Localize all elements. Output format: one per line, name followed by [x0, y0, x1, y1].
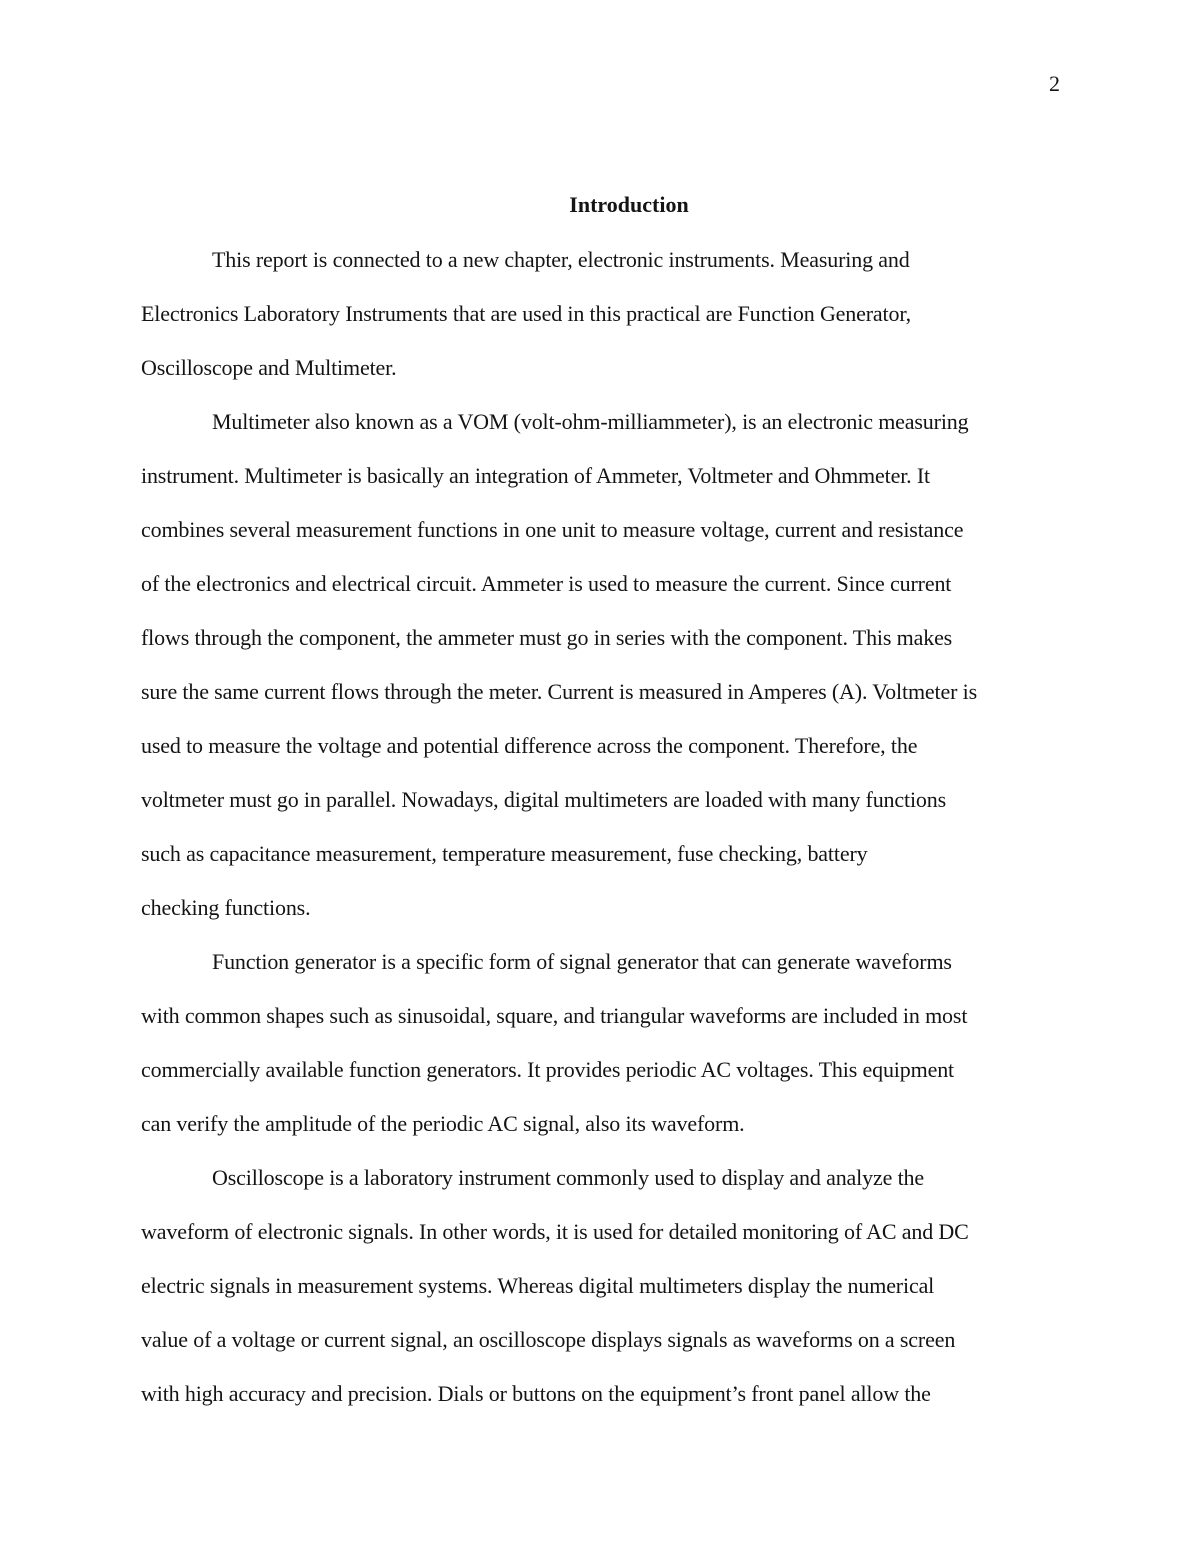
text-line: This report is connected to a new chapter, electronic instruments. Measuring and — [212, 247, 910, 272]
paragraph-4 — [141, 1163, 1061, 1433]
text-line: with common shapes such as sinusoidal, square, and triangular waveforms are included in most — [141, 1003, 968, 1028]
text-line: of the electronics and electrical circuit. Ammeter is used to measure the current. Since current — [141, 571, 952, 596]
text-line: flows through the component, the ammeter must go in series with the component. This makes — [141, 625, 953, 650]
text-line: electric signals in measurement systems. Whereas digital multimeters display the numerical — [141, 1273, 935, 1298]
text-line: combines several measurement functions in one unit to measure voltage, current and resistance — [141, 517, 964, 542]
text-line: such as capacitance measurement, temperature measurement, fuse checking, battery — [141, 841, 868, 866]
text-line: value of a voltage or current signal, an oscilloscope displays signals as waveforms on a screen — [141, 1327, 956, 1352]
text-line: Multimeter also known as a VOM (volt-ohm-milliammeter), is an electronic measuring — [212, 409, 969, 434]
paragraph-2 — [141, 407, 1061, 947]
text-line: can verify the amplitude of the periodic AC signal, also its waveform. — [141, 1111, 745, 1136]
text-line: instrument. Multimeter is basically an integration of Ammeter, Voltmeter and Ohmmeter. It — [141, 463, 931, 488]
text-line: waveform of electronic signals. In other words, it is used for detailed monitoring of AC and DC — [141, 1219, 969, 1244]
text-line: Electronics Laboratory Instruments that are used in this practical are Function Generator, — [141, 301, 912, 326]
paragraph-3 — [141, 947, 1061, 1163]
text-line: used to measure the voltage and potential difference across the component. Therefore, the — [141, 733, 918, 758]
paragraph-1 — [141, 245, 1061, 407]
text-line: checking functions. — [141, 895, 311, 920]
text-line: sure the same current flows through the meter. Current is measured in Amperes (A). Voltmeter is — [141, 679, 978, 704]
page-number: 2 — [1049, 71, 1060, 96]
text-line: Oscilloscope and Multimeter. — [141, 355, 397, 380]
section-heading: Introduction — [569, 192, 689, 217]
body-text — [141, 245, 1061, 1433]
text-line: Oscilloscope is a laboratory instrument commonly used to display and analyze the — [212, 1165, 924, 1190]
text-line: with high accuracy and precision. Dials or buttons on the equipment’s front panel allow the — [141, 1381, 931, 1406]
text-line: Function generator is a specific form of signal generator that can generate waveforms — [212, 949, 952, 974]
text-line: commercially available function generators. It provides periodic AC voltages. This equipment — [141, 1057, 955, 1082]
text-line: voltmeter must go in parallel. Nowadays, digital multimeters are loaded with many functions — [141, 787, 947, 812]
